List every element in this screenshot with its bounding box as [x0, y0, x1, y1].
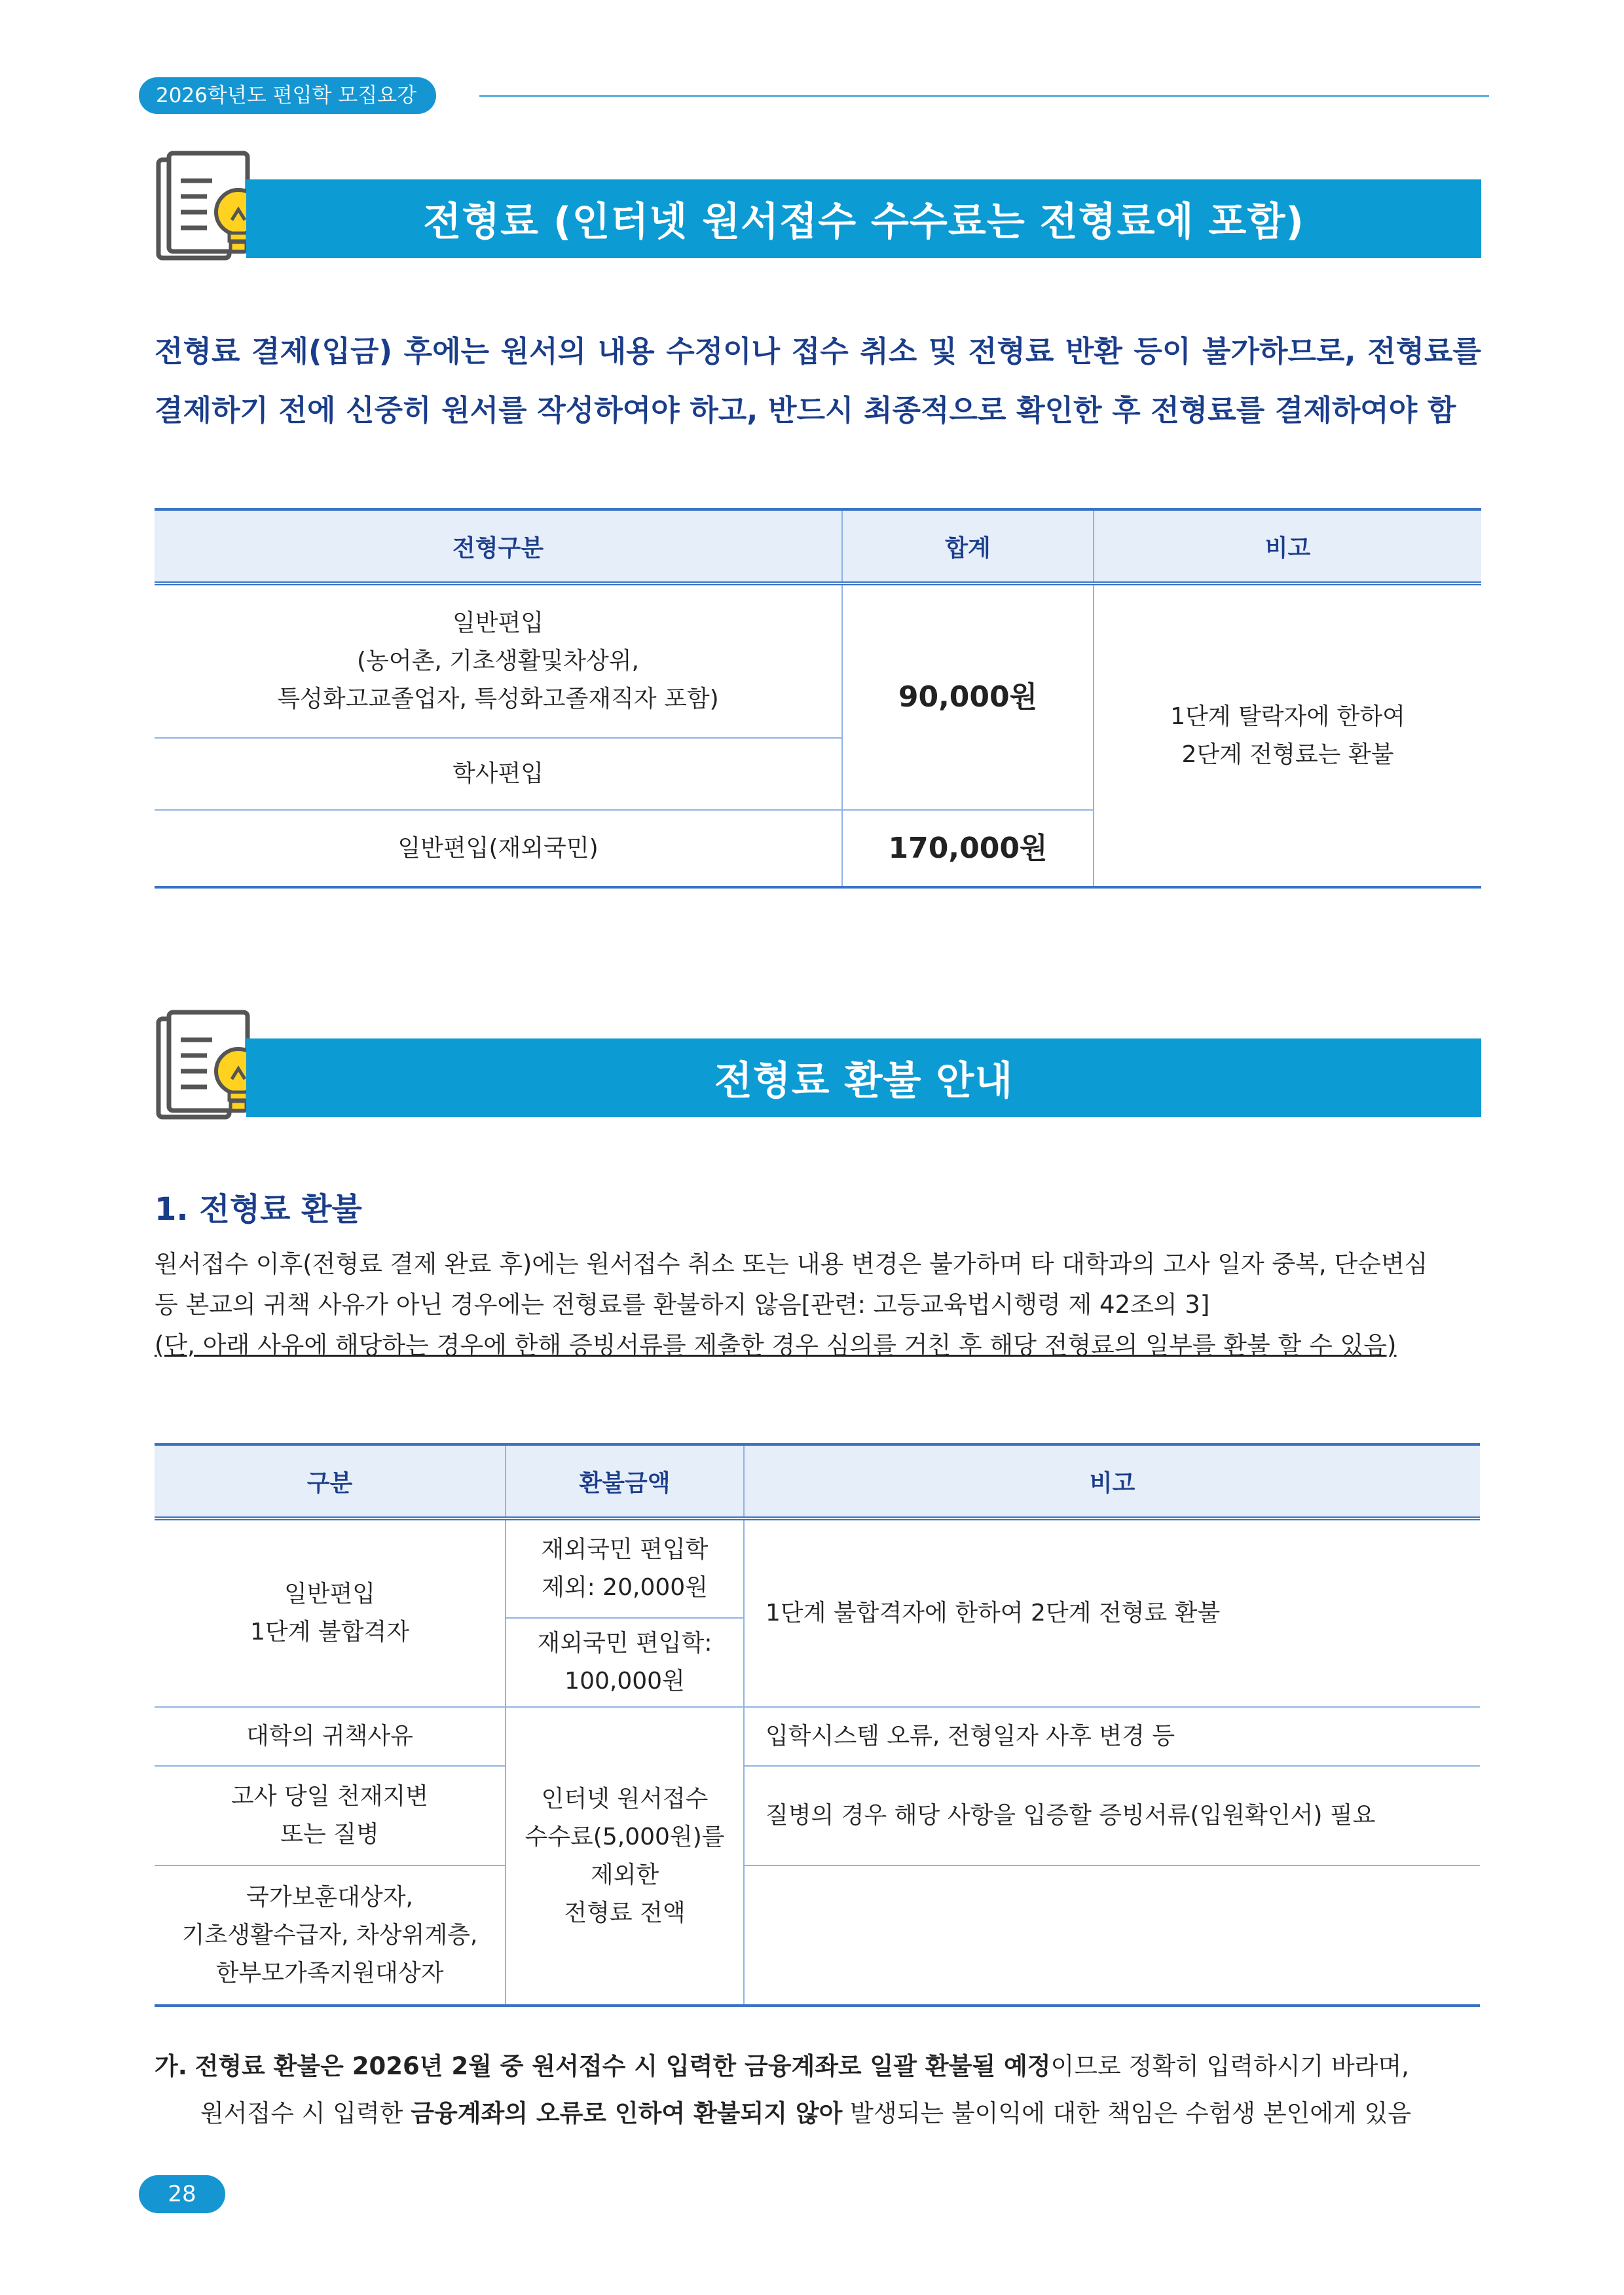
column-header: 환불금액: [506, 1444, 744, 1518]
table-row: [155, 1766, 1480, 1865]
note-marker: 가.: [155, 2052, 187, 2080]
paragraph-line: 등 본교의 귀책 사유가 아닌 경우에는 전형료를 환불하지 않음[관련: 고등교육법시행령 제 42조의 3]: [155, 1291, 1210, 1319]
running-header: [139, 77, 1489, 114]
refund-paragraph: [155, 1244, 1484, 1366]
refund-remark-illness: 질병의 경우 해당 사항을 입증할 증빙서류(입원확인서) 필요: [744, 1766, 1480, 1865]
refund-category-university-fault: 대학의 귀책사유: [155, 1707, 506, 1766]
header-rule: [479, 95, 1489, 97]
subheading-refund: 1. 전형료 환불: [155, 1191, 362, 1228]
column-header: 구분: [155, 1444, 506, 1518]
table-row: [155, 1518, 1480, 1618]
note-bold: 금융계좌의 오류로 인하여 환불되지 않아: [411, 2099, 843, 2127]
paragraph-line-underlined: (단, 아래 사유에 해당하는 경우에 한해 증빙서류를 제출한 경우 심의를 거친 후 해당 전형료의 일부를 환불 할 수 있음): [155, 1331, 1397, 1359]
refund-amount-domestic: 재외국민 편입학 제외: 20,000원: [506, 1518, 744, 1618]
table-header-row: [155, 509, 1481, 583]
paragraph-line: 원서접수 이후(전형료 결제 완료 후)에는 원서접수 취소 또는 내용 변경은 불가하며 타 대학과의 고사 일자 중복, 단순변심: [155, 1250, 1428, 1278]
table-row: [155, 1865, 1480, 2006]
note-bold: 전형료 환불은 2026년 2월 중 원서접수 시 입력한 금융계좌로 일괄 환불될 예정: [194, 2052, 1051, 2080]
refund-category-welfare: 국가보훈대상자, 기초생활수급자, 차상위계층, 한부모가족지원대상자: [155, 1865, 506, 2006]
column-header: 합계: [842, 509, 1094, 583]
refund-remark-welfare: [744, 1865, 1480, 2006]
section-title: 전형료 환불 안내: [246, 1038, 1481, 1117]
refund-remark-first-fail: 1단계 불합격자에 한하여 2단계 전형료 환불: [744, 1518, 1480, 1707]
payment-notice: 전형료 결제(입금) 후에는 원서의 내용 수정이나 접수 취소 및 전형료 반환 등이 불가하므로, 전형료를 결제하기 전에 신중히 원서를 작성하여야 하고, 반드시 최종적으로 확인한 후 전형료를 결제하여야 함: [155, 334, 1481, 428]
table-row: [155, 583, 1481, 738]
fee-category-overseas: 일반편입(재외국민): [155, 810, 842, 887]
table-header-row: [155, 1444, 1480, 1518]
running-header-label: 2026학년도 편입학 모집요강: [139, 77, 436, 114]
refund-amount-shared: 인터넷 원서접수 수수료(5,000원)를 제외한 전형료 전액: [506, 1707, 744, 2006]
refund-category-disaster-illness: 고사 당일 천재지변 또는 질병: [155, 1766, 506, 1865]
section-banner-refund: [155, 1008, 1481, 1137]
column-header: 전형구분: [155, 509, 842, 583]
section-title: 전형료 (인터넷 원서접수 수수료는 전형료에 포함): [246, 179, 1481, 258]
refund-table: [155, 1443, 1480, 2007]
fee-category-bachelor: 학사편입: [155, 738, 842, 810]
refund-amount-overseas: 재외국민 편입학: 100,000원: [506, 1618, 744, 1707]
fee-remark: 1단계 탈락자에 한하여 2단계 전형료는 환불: [1094, 583, 1481, 887]
note-text: 이므로 정확히 입력하시기 바라며,: [1050, 2052, 1409, 2080]
refund-remark-university-fault: 입학시스템 오류, 전형일자 사후 변경 등: [744, 1707, 1480, 1766]
column-header: 비고: [744, 1444, 1480, 1518]
column-header: 비고: [1094, 509, 1481, 583]
note-line-2: 원서접수 시 입력한 금융계좌의 오류로 인하여 환불되지 않아 발생되는 불이익에 대한 책임은 수험생 본인에게 있음: [200, 2099, 1412, 2127]
refund-note: [155, 2043, 1484, 2137]
fee-amount-overseas: 170,000원: [842, 810, 1094, 887]
refund-category-first-fail: 일반편입 1단계 불합격자: [155, 1518, 506, 1707]
section-banner-fee: [155, 149, 1481, 278]
page-number: 28: [139, 2175, 225, 2213]
fee-amount-shared: 90,000원: [842, 583, 1094, 810]
fee-table: [155, 508, 1481, 889]
fee-category-general: 일반편입 (농어촌, 기초생활및차상위, 특성화고교졸업자, 특성화고졸재직자 포함): [155, 583, 842, 738]
table-row: [155, 1707, 1480, 1766]
